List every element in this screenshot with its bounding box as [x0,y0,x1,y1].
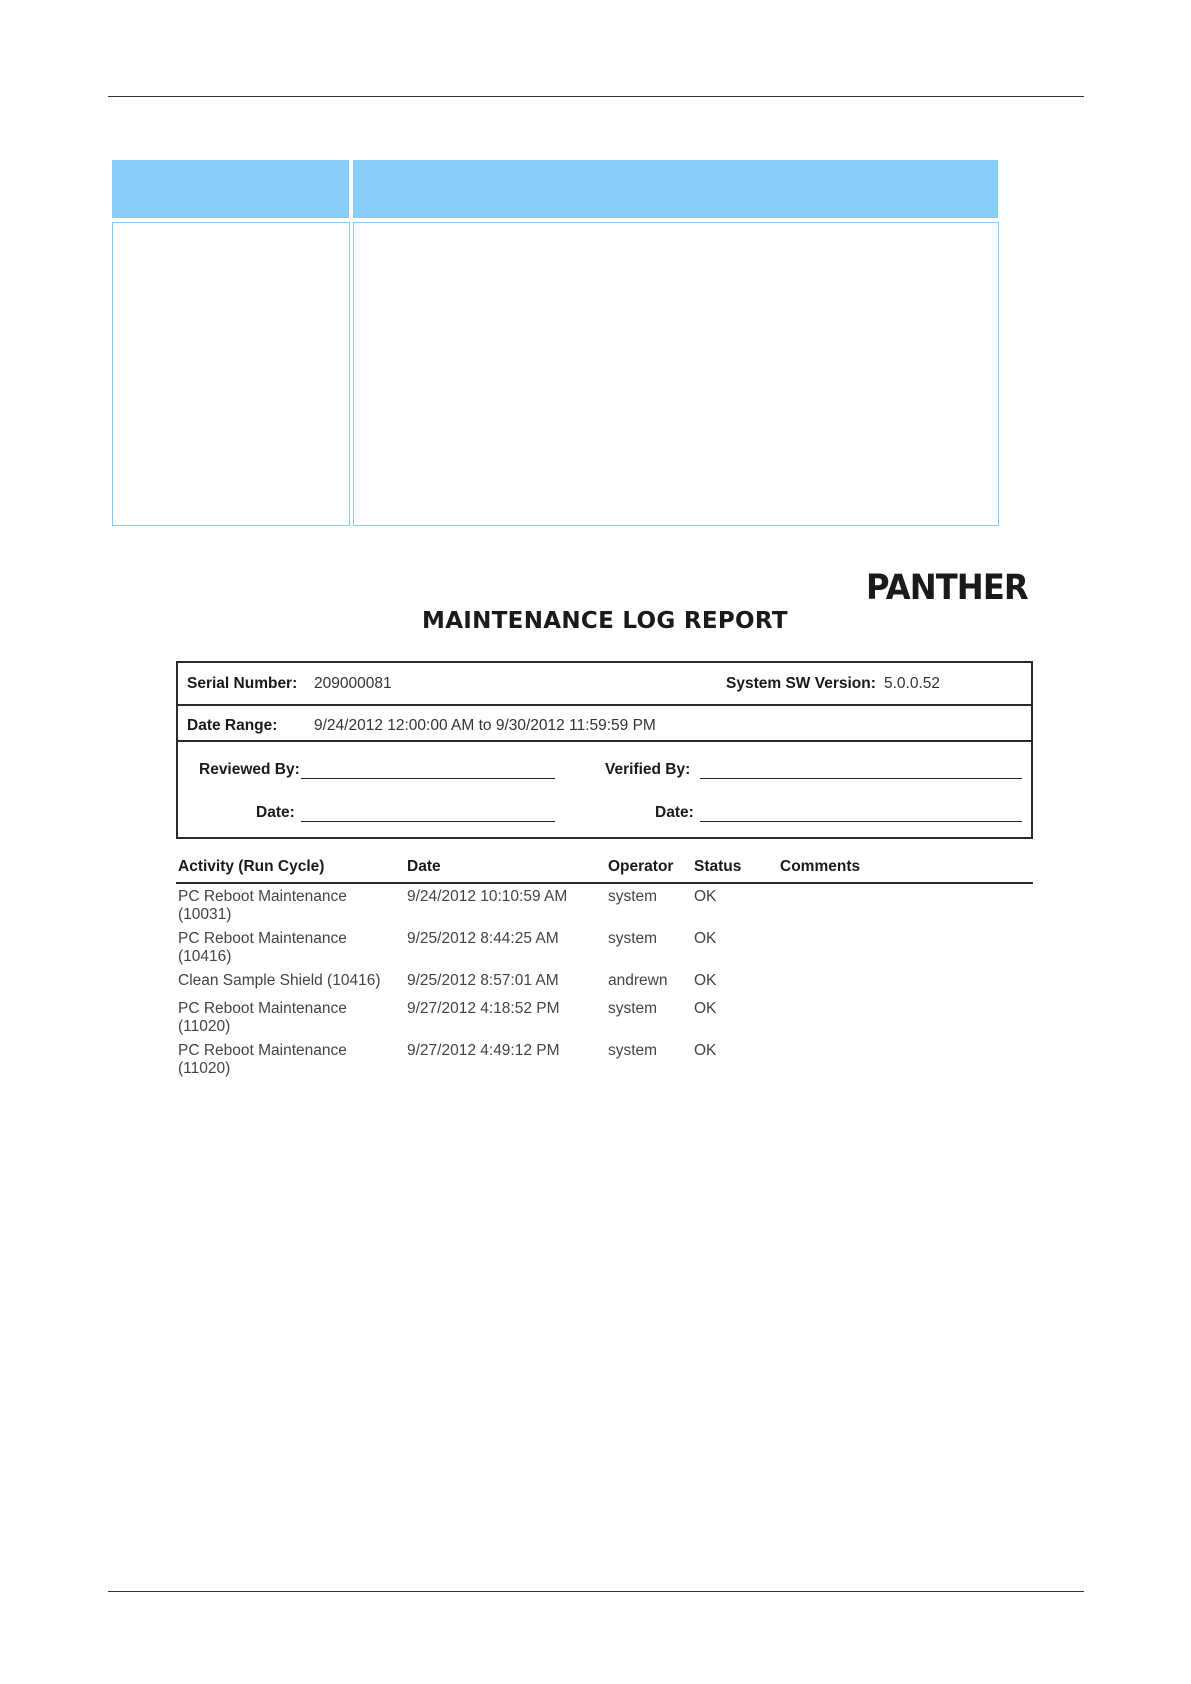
verified-by-label: Verified By: [605,761,691,778]
status-cell: OK [694,1042,717,1059]
info-table-header-left [112,160,349,218]
column-header-comments: Comments [780,858,861,875]
panther-logo: PANTHER [866,568,1028,608]
date-range-value: 9/24/2012 12:00:00 AM to 9/30/2012 11:59:59 PM [314,717,656,734]
status-cell: OK [694,1000,717,1017]
date-cell: 9/27/2012 4:49:12 PM [407,1042,560,1059]
info-separator [178,740,1031,742]
status-cell: OK [694,930,717,947]
operator-cell: system [608,930,658,947]
date-range-label: Date Range: [187,717,278,734]
date-cell: 9/24/2012 10:10:59 AM [407,888,568,905]
info-separator [178,704,1031,706]
date-cell: 9/25/2012 8:57:01 AM [407,972,559,989]
column-header-date: Date [407,858,441,875]
sw-version-value: 5.0.0.52 [884,675,941,692]
date-cell: 9/27/2012 4:18:52 PM [407,1000,560,1017]
reviewed-by-signature-line [301,778,555,779]
status-cell: OK [694,972,717,989]
column-header-activity: Activity (Run Cycle) [178,858,325,875]
reviewed-by-label: Reviewed By: [199,761,300,778]
date-cell: 9/25/2012 8:44:25 AM [407,930,559,947]
report-info-box [176,661,1033,839]
sw-version-label: System SW Version: [726,675,876,692]
serial-number-label: Serial Number: [187,675,298,692]
info-table-header-right [353,160,998,218]
verified-date-line [700,821,1022,822]
operator-cell: andrewn [608,972,668,989]
status-cell: OK [694,888,717,905]
info-table-body-right [353,222,999,526]
page-footer-rule [108,1591,1084,1592]
activity-cell: PC Reboot Maintenance (11020) [178,1000,347,1035]
activity-cell: Clean Sample Shield (10416) [178,972,381,989]
verified-by-signature-line [700,778,1022,779]
column-header-status: Status [694,858,742,875]
operator-cell: system [608,1042,658,1059]
activity-cell: PC Reboot Maintenance (11020) [178,1042,347,1077]
column-header-operator: Operator [608,858,674,875]
reviewed-date-label: Date: [256,804,295,821]
activity-cell: PC Reboot Maintenance (10416) [178,930,347,965]
operator-cell: system [608,1000,658,1017]
verified-date-label: Date: [655,804,694,821]
table-header-rule [176,882,1033,884]
info-table-body-left [112,222,350,526]
page-header-rule [108,96,1084,97]
operator-cell: system [608,888,658,905]
report-title: MAINTENANCE LOG REPORT [422,608,788,634]
reviewed-date-line [301,821,555,822]
activity-cell: PC Reboot Maintenance (10031) [178,888,347,923]
serial-number-value: 209000081 [314,675,392,692]
